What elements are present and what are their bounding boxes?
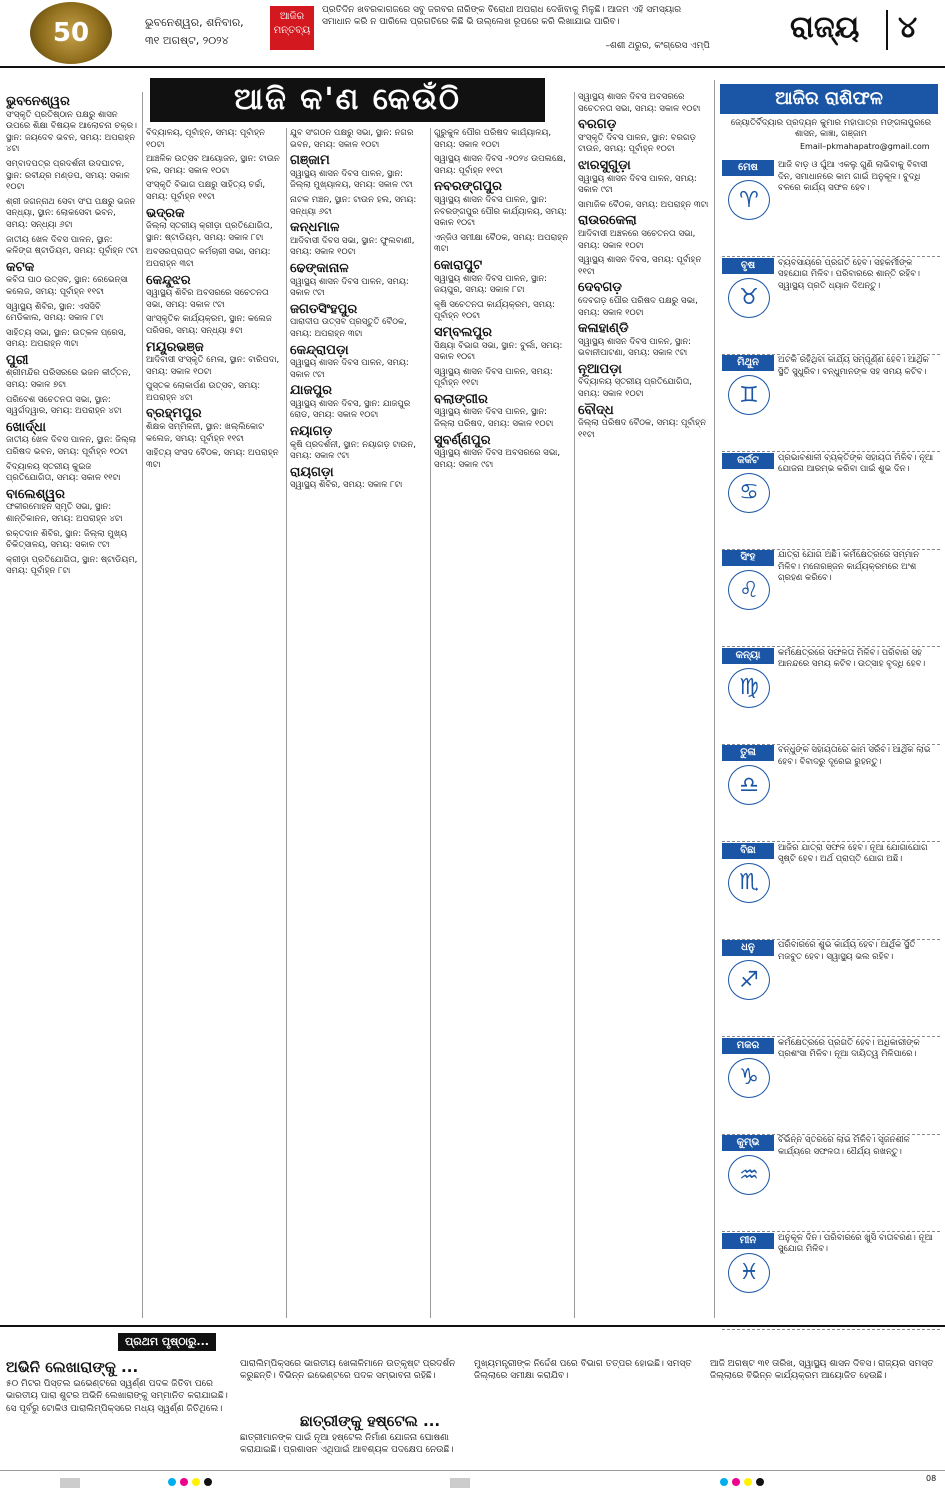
event-item: ସ୍ୱାସ୍ଥ୍ୟ ଶାସନ ଦିବସ ଅବସରରେ ସଚେତନତା ସଭା, ସମୟ: ସକାଳ ୧୦ଟା bbox=[578, 92, 701, 114]
zodiac-name: ବିଛା bbox=[722, 843, 774, 859]
event-item: ସ୍ୱାସ୍ଥ୍ୟ ଶାସନ ଦିବସ ପାଳନ, ସମୟ: ସକାଳ ୯ଟା bbox=[578, 173, 697, 196]
story-1-title: ଅଭିନି ଲେଖାରାଙ୍କୁ ... bbox=[6, 1358, 139, 1376]
district-heading: କୋରାପୁଟ bbox=[434, 257, 483, 273]
zodiac-name: ମେଷ bbox=[722, 160, 774, 176]
zodiac-symbol-icon: ♈ bbox=[728, 180, 770, 220]
district-heading: ବ୍ରହ୍ମପୁର bbox=[146, 406, 202, 422]
event-item: ସ୍ୱାସ୍ଥ୍ୟ ଶାସନ ଦିବସ ପାଳନ, ସ୍ଥାନ: ଜିଲ୍ଲା ମୁଖ୍ୟାଳୟ, ସମୟ: ସକାଳ ୯ଟା bbox=[290, 168, 413, 191]
event-item: ଜାତୀୟ ଖେଳ ଦିବସ ପାଳନ, ସ୍ଥାନ: ଜିଲ୍ଲା ପରିଷଦ ଭବନ, ସମୟ: ପୂର୍ବାହ୍ନ ୧୦ଟା bbox=[6, 435, 137, 458]
district-heading: ବାଲେଶ୍ୱର bbox=[6, 486, 65, 502]
date-line-2: ୩୧ ଅଗଷ୍ଟ, ୨୦୨୪ bbox=[145, 34, 229, 47]
registration-dot-cyan bbox=[720, 1478, 728, 1486]
column-divider bbox=[142, 92, 143, 1318]
zodiac-symbol-icon: ♐ bbox=[728, 960, 770, 1000]
events-column-1 bbox=[6, 92, 138, 1318]
quote-text: ପ୍ରତିଦିନ ଖବରକାଗଜରେ ସବୁ ଜରବର ନାରିଙ୍କ ବିରୋଧୀ ଅପରାଧ ଦେଖିବାକୁ ମିଳୁଛି। ଆଜମ ଏହି ସମସ୍ୟାର ସମାଧାନ କରି ନ ପାରିଲେ ପ୍ରଗତିରେ କିଛି ଭି ଉଲ୍ଲେଖ ରୂପରେ କରି ଲିଖାଯାଇ ପାରିବ। bbox=[322, 5, 682, 27]
district-heading: ଢେଙ୍କାନାଳ bbox=[290, 260, 349, 276]
event-item: ସଂସ୍କୃତି ପ୍ରତିଷ୍ଠାନ ପକ୍ଷରୁ ଶାସନ ଉପରେ ଶିକ୍ଷା ବିଷୟକ ଆଲୋଚନା ଚକ୍ର। ସ୍ଥାନ: ଜୟଦେବ ଭବନ, ସମୟ: ଅପରାହ୍ନ ୪ଟା bbox=[6, 109, 137, 155]
event-item: ରକ୍ତଦାନ ଶିବିର, ସ୍ଥାନ: ଜିଲ୍ଲା ମୁଖ୍ୟ ଚିକିତ୍ସାଳୟ, ସମୟ: ସକାଳ ୯ଟା bbox=[6, 528, 128, 551]
event-item: ସ୍ୱାସ୍ଥ୍ୟ ଶାସନ ଦିବସ ପାଳନ, ସ୍ଥାନ: ଭବାନୀପାଟଣା, ସମୟ: ସକାଳ ୯ଟା bbox=[578, 336, 692, 359]
horoscope-divider bbox=[722, 1329, 940, 1331]
registration-dot-yellow bbox=[192, 1478, 200, 1486]
event-item: ସମ୍ବାଦପତ୍ର ପ୍ରଦର୍ଶନୀ ଉଦଘାଟନ, ସ୍ଥାନ: ରବୀନ୍ଦ୍ର ମଣ୍ଡପ, ସମୟ: ସକାଳ ୧୦ଟା bbox=[6, 158, 130, 193]
event-item: ସ୍ୱାସ୍ଥ୍ୟ ଶାସନ ଦିବସ ପାଳନ, ସ୍ଥାନ: ଜିଲ୍ଲା ପରିଷଦ, ସମୟ: ସକାଳ ୧୦ଟା bbox=[434, 407, 554, 430]
event-item: ସାମାଜିକ ବୈଠକ, ସମୟ: ଅପରାହ୍ନ ୩ଟା bbox=[578, 199, 709, 210]
events-column-3 bbox=[290, 128, 426, 1318]
event-item: ଆଦିବାସୀ ଅଞ୍ଚଳରେ ସଚେତନତା ସଭା, ସମୟ: ସକାଳ ୧୦ଟା bbox=[578, 228, 696, 251]
event-item: ଜିଲ୍ଲା ସ୍ତରୀୟ କ୍ରୀଡ଼ା ପ୍ରତିଯୋଗିତା, ସ୍ଥାନ: ଷ୍ଟାଡିୟମ, ସମୟ: ସକାଳ ୮ଟା bbox=[146, 221, 273, 243]
zodiac-name: ମୀନ bbox=[722, 1233, 774, 1249]
district-heading: ଯାଜପୁର bbox=[290, 383, 333, 399]
horoscope-email: Email–pkmahapatro@gmail.com bbox=[800, 142, 930, 151]
event-item: ଆଦିବାସୀ ସଂସ୍କୃତି ମେଳା, ସ୍ଥାନ: ବାରିପଦା, ସମୟ: ସକାଳ ୧୦ଟା bbox=[146, 355, 280, 377]
event-item: କବିତା ପାଠ ଉତ୍ସବ, ସ୍ଥାନ: ରେଭେନ୍ସା କଲେଜ, ସମୟ: ପୂର୍ବାହ୍ନ ୧୧ଟା bbox=[6, 275, 128, 297]
event-item: ବିଦ୍ୟାଳୟ, ପୂର୍ବାହ୍ନ, ସମୟ: ପୂର୍ବାହ୍ନ ୧୦ଟା bbox=[146, 128, 265, 150]
event-item: ସ୍ୱାସ୍ଥ୍ୟ ଶାସନ ଦିବସ, ସ୍ଥାନ: ଯାଜପୁର ରୋଡ, ସମୟ: ସକାଳ ୧୦ଟା bbox=[290, 398, 411, 421]
column-divider bbox=[574, 92, 575, 1318]
zodiac-name: କର୍କଟ bbox=[722, 453, 774, 469]
section-divider bbox=[886, 10, 888, 50]
continued-from-front-tag: ପ୍ରଥମ ପୃଷ୍ଠାରୁ... bbox=[118, 1333, 216, 1351]
page-title-banner: ଆଜି କ'ଣ କେଉଁଠି bbox=[150, 78, 545, 122]
horoscope-text: ଆଜି ବାଡ଼ ଓ ଘୁଁଆ ଏକଲୁ ଗୁଣି ଲାଭିବାକୁ ବିବାସୀ ଦିନ, ସମାଧାନରେ କାମ ଗାଇଁ ଅନୁକୂଳ। ବୁଦ୍ଧି ବଳରେ କାର୍ଯ୍ୟ ସଫଳ ହେବ। bbox=[778, 160, 928, 193]
zodiac-name: କୁମ୍ଭ bbox=[722, 1135, 774, 1151]
district-heading: ରାଉରକେଲା bbox=[578, 213, 637, 229]
horoscope-entry bbox=[722, 160, 940, 256]
event-item: ସ୍ୱାସ୍ଥ୍ୟ ଶାସନ ଦିବସ -୨୦୨୪ ଉପଲକ୍ଷେ, ସମୟ: ପୂର୍ବାହ୍ନ ୧୧ଟା bbox=[434, 154, 566, 176]
event-item: ଶ୍ରୀମନ୍ଦିର ପରିସରରେ ଭଜନ କୀର୍ତ୍ତନ, ସମୟ: ସକାଳ ୭ଟା bbox=[6, 368, 131, 391]
horoscope-entry bbox=[722, 550, 940, 646]
horoscope-entry bbox=[722, 1038, 940, 1134]
event-item: ଦେବଗଡ଼ ପୌର ପରିଷଦ ପକ୍ଷରୁ ସଭା, ସମୟ: ସକାଳ ୧୦ଟା bbox=[578, 295, 698, 318]
zodiac-symbol-icon: ♑ bbox=[728, 1058, 770, 1098]
zodiac-name: ମକର bbox=[722, 1038, 774, 1054]
registration-dot-magenta bbox=[732, 1478, 740, 1486]
event-item: ଗୁରୁକୁଳ ପୌର ପରିଷଦ କାର୍ଯ୍ୟାଳୟ, ସମୟ: ସକାଳ ୧୦ଟା bbox=[434, 128, 552, 150]
district-heading: ନୟାଗଡ଼ bbox=[290, 424, 333, 440]
event-item: କୃଷି ସଚେତନତା କାର୍ଯ୍ୟକ୍ରମ, ସମୟ: ପୂର୍ବାହ୍ନ ୧୦ଟା bbox=[434, 299, 555, 322]
page-number: ୪ bbox=[898, 10, 918, 45]
event-item: ସ୍ୱାସ୍ଥ୍ୟ ଶାସନ ଦିବସ ପାଳନ, ସ୍ଥାନ: ଜୟପୁର, ସମୟ: ସକାଳ ୮ଟା bbox=[434, 273, 548, 296]
horoscope-text: ଅଟକି ରହିଥିବା କାର୍ଯ୍ୟ ସମ୍ପୂର୍ଣ୍ଣ ହେବ। ଆର୍ଥିକ ସ୍ଥିତି ସୁଧୁରିବ। ବନ୍ଧୁମାନଙ୍କ ସହ ସମୟ କଟିବ। bbox=[778, 355, 929, 377]
event-item: ସ୍ୱାସ୍ଥ୍ୟ ଶାସନ ଦିବସ ପାଳନ, ସମୟ: ସକାଳ ୯ଟା bbox=[290, 358, 409, 380]
event-item: କୃଷି ପ୍ରଦର୍ଶନୀ, ସ୍ଥାନ: ନୟାଗଡ଼ ଟାଉନ, ସମୟ: ସକାଳ ୯ଟା bbox=[290, 439, 416, 462]
event-item: ଯୁବ ସଂଗଠନ ପକ୍ଷରୁ ସଭା, ସ୍ଥାନ: ନଗର ଭବନ, ସମୟ: ସକାଳ ୧୦ଟା bbox=[290, 128, 414, 150]
registration-dot-black bbox=[204, 1478, 212, 1486]
horoscope-text: ବ୍ୟବସାୟରେ ପ୍ରଗତି ହେବ। ସହକର୍ମୀଙ୍କ ସହଯୋଗ ମିଳିବ। ପରିବାରରେ ଶାନ୍ତି ରହିବ। ସ୍ୱାସ୍ଥ୍ୟ ପ୍ରତି ଧ୍ୟାନ ଦିଅନ୍ତୁ। bbox=[778, 257, 920, 291]
zodiac-symbol-icon: ♒ bbox=[728, 1155, 770, 1195]
event-item: ସାଂସ୍କୃତିକ କାର୍ଯ୍ୟକ୍ରମ, ସ୍ଥାନ: କଲେଜ ପରିସର, ସମୟ: ସନ୍ଧ୍ୟା ୫ଟା bbox=[146, 314, 272, 336]
district-heading: କନ୍ଧମାଳ bbox=[290, 220, 340, 236]
registration-dot-yellow bbox=[744, 1478, 752, 1486]
horoscope-title: ଆଜିର ରାଶିଫଳ bbox=[720, 84, 938, 114]
footer-rule bbox=[0, 1470, 945, 1471]
event-item: କ୍ରୀଡ଼ା ପ୍ରତିଯୋଗିତା, ସ୍ଥାନ: ଷ୍ଟାଡିୟମ, ସମୟ: ପୂର୍ବାହ୍ନ ୮ଟା bbox=[6, 554, 138, 577]
column-divider bbox=[430, 128, 431, 1318]
event-item: ଶିକ୍ଷକ ସମ୍ମିଳନୀ, ସ୍ଥାନ: ଖଲ୍ଲିକୋଟ କଲେଜ, ସମୟ: ପୂର୍ବାହ୍ନ ୧୧ଟା bbox=[146, 422, 264, 444]
event-item: ଆଦିବାସୀ ଦିବସ ସଭା, ସ୍ଥାନ: ଫୁଲବାଣୀ, ସମୟ: ସକାଳ ୧୦ଟା bbox=[290, 235, 415, 258]
todays-quote-badge: ଆଜିର ମନ୍ତବ୍ୟ bbox=[270, 6, 314, 50]
zodiac-symbol-icon: ♍ bbox=[728, 668, 770, 708]
horoscope-entry bbox=[722, 1135, 940, 1231]
registration-dot-black bbox=[756, 1478, 764, 1486]
story-5-text: ଆଜି ଅଗଷ୍ଟ ୩୧ ତାରିଖ, ସ୍ୱାସ୍ଥ୍ୟ ଶାସନ ଦିବସ। ରାଜ୍ୟର ସମସ୍ତ ଜିଲ୍ଲାରେ ବିଭିନ୍ନ କାର୍ଯ୍ୟକ୍ରମ ଆୟୋଜିତ ହେଉଛି। bbox=[710, 1359, 934, 1382]
page-section-title: ରାଜ୍ୟ bbox=[790, 10, 860, 45]
district-heading: ନୂଆପଡ଼ା bbox=[578, 361, 622, 377]
event-item: ସ୍ୱାସ୍ଥ୍ୟ ଶିବିର, ସ୍ଥାନ: ଏସସିବି ମେଡିକାଲ, ସମୟ: ସକାଳ ୮ଟା bbox=[6, 301, 104, 324]
event-item: ପାରାଦୀପ ଉତ୍ସବ ପ୍ରସ୍ତୁତି ବୈଠକ, ସମୟ: ଅପରାହ୍ନ ୩ଟା bbox=[290, 317, 407, 339]
story-2-text: ପାରାଲିମ୍ପିକ୍ସରେ ଭାରତୀୟ ଖେଳାଳିମାନେ ଉତ୍କୃଷ୍ଟ ପ୍ରଦର୍ଶନ କରୁଛନ୍ତି। ବିଭିନ୍ନ ଇଭେଣ୍ଟରେ ପଦକ ସମ୍ଭାବନା ରହିଛି। bbox=[240, 1359, 456, 1382]
district-heading: ଝାରସୁଗୁଡ଼ା bbox=[578, 157, 631, 173]
event-item: ଜାତୀୟ ଖେଳ ଦିବସ ପାଳନ, ସ୍ଥାନ: କଳିଙ୍ଗ ଷ୍ଟାଡିୟମ, ସମୟ: ପୂର୍ବାହ୍ନ ୯ଟା bbox=[6, 234, 138, 257]
district-heading: ପୁରୀ bbox=[6, 352, 29, 368]
horoscope-entry bbox=[722, 1233, 940, 1329]
district-heading: ଖୋର୍ଦ୍ଧା bbox=[6, 419, 46, 435]
story-3-title: ଛାତ୍ରୀଙ୍କୁ ହଷ୍ଟେଲ ... bbox=[300, 1412, 441, 1430]
district-heading: ଭଦ୍ରକ bbox=[146, 205, 185, 221]
header-date bbox=[145, 14, 244, 50]
event-item: ସ୍ୱାସ୍ଥ୍ୟ ଶାସନ ଦିବସ ପାଳନ, ସ୍ଥାନ: ନବରଙ୍ଗପୁର ପୌର କାର୍ଯ୍ୟାଳୟ, ସମୟ: ସକାଳ ୧୦ଟା bbox=[434, 194, 568, 229]
district-heading: ବୌଦ୍ଧ bbox=[578, 402, 614, 418]
event-item: ବିଦ୍ୟାଳୟ ସ୍ତରୀୟ ପ୍ରତିଯୋଗିତା, ସମୟ: ସକାଳ ୧୦ଟା bbox=[578, 377, 692, 400]
horoscope-text: ଆଜିର ଯାତ୍ରା ସଫଳ ହେବ। ନୂଆ ଯୋଗାଯୋଗ ସୃଷ୍ଟି ହେବ। ଅର୍ଥ ପ୍ରାପ୍ତି ଯୋଗ ଅଛି। bbox=[778, 842, 928, 864]
district-heading: ଭୁବନେଶ୍ୱର bbox=[6, 94, 70, 109]
column-divider bbox=[286, 128, 287, 1318]
zodiac-name: ମିଥୁନ bbox=[722, 355, 774, 371]
horoscope-text: ପରିବାରରେ ଶୁଭ କାର୍ଯ୍ୟ ହେବ। ଆର୍ଥିକ ସ୍ଥିତି ମଜବୁତ ହେବ। ସ୍ୱାସ୍ଥ୍ୟ ଭଲ ରହିବ। bbox=[778, 940, 916, 962]
zodiac-symbol-icon: ♌ bbox=[728, 570, 770, 610]
event-item: ବିଦ୍ୟାଳୟ ସ୍ତରୀୟ କୁଇଜ ପ୍ରତିଯୋଗିତା, ସମୟ: ସକାଳ ୧୧ଟା bbox=[6, 461, 121, 484]
event-item: ପରିବେଶ ସଚେତନତା ସଭା, ସ୍ଥାନ: ସ୍ୱର୍ଗଦ୍ୱାର, ସମୟ: ଅପରାହ୍ନ ୪ଟା bbox=[6, 394, 122, 417]
column-divider bbox=[714, 80, 715, 1318]
event-item: ଜିଲ୍ଲା ପରିଷଦ ବୈଠକ, ସମୟ: ପୂର୍ବାହ୍ନ ୧୧ଟା bbox=[578, 418, 706, 440]
district-heading: କଟକ bbox=[6, 259, 35, 275]
district-heading: ସୁବର୍ଣ୍ଣପୁର bbox=[434, 432, 491, 448]
district-heading: ବରଗଡ଼ bbox=[578, 117, 617, 133]
bottom-section-rule bbox=[0, 1325, 945, 1327]
events-column-5 bbox=[578, 92, 710, 1318]
event-item: ଶ୍ରୀ ଜଗନ୍ନାଥ ସେବା ସଂଘ ପକ୍ଷରୁ ଭଜନ ସନ୍ଧ୍ୟା, ସ୍ଥାନ: ଲୋକସେବା ଭବନ, ସମୟ: ସନ୍ଧ୍ୟା ୬ଟା bbox=[6, 196, 136, 230]
zodiac-symbol-icon: ♉ bbox=[728, 278, 770, 318]
horoscope-entry bbox=[722, 940, 940, 1036]
horoscope-entry bbox=[722, 258, 940, 354]
print-mark bbox=[60, 1478, 80, 1488]
event-item: ଏନ୍‌ଜିଓ ସମୀକ୍ଷା ବୈଠକ, ସମୟ: ଅପରାହ୍ନ ୩ଟା bbox=[434, 232, 569, 255]
story-3-text: ଛାତ୍ରୀମାନଙ୍କ ପାଇଁ ନୂଆ ହଷ୍ଟେଲ ନିର୍ମାଣ ଯୋଜନା ଘୋଷଣା କରାଯାଇଛି। ପ୍ରଶାସନ ଏଥିପାଇଁ ଆବଶ୍ୟକ ପଦକ୍ଷେପ ନେଉଛି। bbox=[240, 1433, 454, 1456]
event-item: ସ୍ୱାସ୍ଥ୍ୟ ଶାସନ ଦିବସ ପାଳନ, ସମୟ: ପୂର୍ବାହ୍ନ ୧୧ଟା bbox=[434, 366, 553, 389]
district-heading: ରାୟଗଡ଼ା bbox=[290, 464, 334, 480]
event-item: ପୁସ୍ତକ ଲୋକାର୍ପଣ ଉତ୍ସବ, ସମୟ: ଅପରାହ୍ନ ୪ଟା bbox=[146, 381, 261, 403]
horoscope-entry bbox=[722, 745, 940, 841]
zodiac-symbol-icon: ♓ bbox=[728, 1253, 770, 1293]
event-item: ନାଟକ ମଞ୍ଚନ, ସ୍ଥାନ: ଟାଉନ ହଲ, ସମୟ: ସନ୍ଧ୍ୟା ୬ଟା bbox=[290, 194, 417, 217]
registration-dot-cyan bbox=[168, 1478, 176, 1486]
newspaper-logo: 50 bbox=[30, 2, 112, 64]
event-item: ସ୍ୱାସ୍ଥ୍ୟ ଶିବିର ଅବସରରେ ସଚେତନତା ସଭା, ସମୟ: ସକାଳ ୯ଟା bbox=[146, 288, 269, 310]
horoscope-text: ପ୍ରଭାବଶାଳୀ ବ୍ୟକ୍ତିଙ୍କ ସହାୟତା ମିଳିବ। ନୂଆ ଯୋଜନା ଆରମ୍ଭ କରିବା ପାଇଁ ଶୁଭ ଦିନ। bbox=[778, 452, 934, 474]
district-heading: ବଲାଙ୍ଗୀର bbox=[434, 391, 488, 407]
district-heading: ଗଞ୍ଜାମ bbox=[290, 153, 330, 169]
event-item: ସାହିତ୍ୟ ସଂସଦ ବୈଠକ, ସମୟ: ଅପରାହ୍ନ ୩ଟା bbox=[146, 448, 279, 470]
zodiac-symbol-icon: ♋ bbox=[728, 473, 770, 513]
event-item: ଫକୀରମୋହନ ସ୍ମୃତି ସଭା, ସ୍ଥାନ: ଶାନ୍ତିକାନନ, ସମୟ: ଅପରାହ୍ନ ୪ଟା bbox=[6, 502, 123, 524]
horoscope-text: କର୍ମକ୍ଷେତ୍ରରେ ସଫଳତା ମିଳିବ। ପରିବାର ସହ ଆନନ୍ଦରେ ସମୟ କଟିବ। ଉତ୍ସାହ ବୃଦ୍ଧି ହେବ। bbox=[778, 647, 926, 669]
story-1-text: ୫୦ ମିଟର ପିସ୍ତଲ ଇଭେଣ୍ଟରେ ସ୍ୱର୍ଣ୍ଣ ପଦକ ଜିତିବା ପରେ ଭାରତୀୟ ପାରା ଶୁଟର ଅଭିନି ଲେଖାରାଙ୍କୁ ସମ୍ମାନିତ କରାଯାଇଛି। ସେ ପୂର୍ବରୁ ଟୋକିଓ ପାରାଲିମ୍ପିକ୍ସରେ ମଧ୍ୟ ସ୍ୱର୍ଣ୍ଣ ଜିତିଥିଲେ। bbox=[6, 1379, 228, 1414]
event-item: ସ୍ୱାସ୍ଥ୍ୟ ଶାସନ ଦିବସ ପାଳନ, ସମୟ: ସକାଳ ୯ଟା bbox=[290, 276, 409, 299]
horoscope-entry bbox=[722, 453, 940, 549]
district-heading: କେନ୍ଦ୍ରାପଡ଼ା bbox=[290, 342, 349, 358]
horoscope-text: ବନ୍ଧୁଙ୍କ ସହାୟତାରେ କାମ ସରିବ। ଆର୍ଥିକ ଲାଭ ହେବ। ବିବାଦରୁ ଦୂରେଇ ରୁହନ୍ତୁ। bbox=[778, 745, 931, 767]
event-item: ସ୍ୱାସ୍ଥ୍ୟ ଶାସନ ଦିବସ, ସମୟ: ପୂର୍ବାହ୍ନ ୧୧ଟା bbox=[578, 255, 702, 277]
event-item: ସ୍ୱାସ୍ଥ୍ୟ ଶିବିର, ସମୟ: ସକାଳ ୮ଟା bbox=[290, 480, 403, 491]
events-column-2 bbox=[146, 128, 282, 1318]
zodiac-name: ବୃଷ bbox=[722, 258, 774, 274]
zodiac-name: ଧନୁ bbox=[722, 940, 774, 956]
event-item: ସ୍ୱାସ୍ଥ୍ୟ ଶାସନ ଦିବସ ଅବସରରେ ସଭା, ସମୟ: ସକାଳ ୯ଟା bbox=[434, 448, 561, 470]
horoscope-entry bbox=[722, 648, 940, 744]
event-item: ସିକ୍ଷ୍ୟା ବିଭାଗ ସଭା, ସ୍ଥାନ: ବୁର୍ଲା, ସମୟ: ସକାଳ ୧୦ଟା bbox=[434, 340, 563, 363]
page-code: 08 bbox=[926, 1474, 937, 1483]
zodiac-name: କନ୍ୟା bbox=[722, 648, 774, 664]
horoscope-text: ଯାତ୍ରା ଯୋଗ ଅଛି। କର୍ମକ୍ଷେତ୍ରରେ ସମ୍ମାନ ମିଳିବ। ମନୋରଞ୍ଜନ କାର୍ଯ୍ୟକ୍ରମରେ ଅଂଶ ଗ୍ରହଣ କରିବେ। bbox=[778, 550, 919, 583]
district-heading: କେନ୍ଦୁଝର bbox=[146, 272, 191, 288]
event-item: ଆଞ୍ଚଳିକ ଉତ୍ସବ ଆୟୋଜନ, ସ୍ଥାନ: ଟାଉନ ହଲ, ସମୟ: ସକାଳ ୧୦ଟା bbox=[146, 154, 280, 176]
horoscope-text: କର୍ମକ୍ଷେତ୍ରରେ ପ୍ରଗତି ହେବ। ଅଧିକାରୀଙ୍କ ପ୍ରଶଂସା ମିଳିବ। ନୂଆ ଦାୟିତ୍ୱ ମିଳିପାରେ। bbox=[778, 1037, 920, 1059]
zodiac-symbol-icon: ♎ bbox=[728, 765, 770, 805]
event-item: ସଂସ୍କୃତି ବିଭାଗ ପକ୍ଷରୁ ସାହିତ୍ୟ ଚର୍ଚ୍ଚା, ସମୟ: ପୂର୍ବାହ୍ନ ୧୧ଟା bbox=[146, 180, 266, 202]
district-heading: ମୟୂରଭଞ୍ଜ bbox=[146, 339, 204, 355]
story-4-text: ମୁଖ୍ୟମନ୍ତ୍ରୀଙ୍କ ନିର୍ଦ୍ଦେଶ ପରେ ବିଭାଗ ତତ୍ପର ହୋଇଛି। ସମସ୍ତ ଜିଲ୍ଲାରେ ସମୀକ୍ଷା କରାଯିବ। bbox=[474, 1359, 692, 1382]
zodiac-symbol-icon: ♏ bbox=[728, 863, 770, 903]
horoscope-entry bbox=[722, 843, 940, 939]
print-mark bbox=[450, 1478, 470, 1488]
event-item: ସାହିତ୍ୟ ସଭା, ସ୍ଥାନ: ଉତ୍କଳ ପ୍ରେସ, ସମୟ: ଅପରାହ୍ନ ୩ଟା bbox=[6, 327, 127, 350]
horoscope-text: ବିଭିନ୍ନ ସ୍ତରରେ ଲାଭ ମିଳିବ। ସୃଜନଶୀଳ କାର୍ଯ୍ୟରେ ସଫଳତା। ଧୈର୍ଯ୍ୟ ରଖନ୍ତୁ। bbox=[778, 1135, 910, 1157]
event-item: ସଂସ୍କୃତି ଦିବସ ପାଳନ, ସ୍ଥାନ: ବରଗଡ଼ ଟାଉନ, ସମୟ: ପୂର୍ବାହ୍ନ ୧୦ଟା bbox=[578, 132, 696, 155]
zodiac-name: ତୁଳା bbox=[722, 745, 774, 761]
zodiac-name: ସିଂହ bbox=[722, 550, 774, 566]
district-heading: ନବରଙ୍ଗପୁର bbox=[434, 179, 503, 195]
district-heading: ସମ୍ବଲପୁର bbox=[434, 324, 492, 340]
horoscope-text: ଅନୁକୂଳ ଦିନ। ପରିବାରରେ ଖୁସି ବାତାବରଣ। ନୂଆ ସୁଯୋଗ ମିଳିବ। bbox=[778, 1232, 933, 1254]
district-heading: ଦେବଗଡ଼ bbox=[578, 280, 622, 296]
registration-dot-magenta bbox=[180, 1478, 188, 1486]
quote-author: –ଶଶୀ ଥରୁର, କଂଗ୍ରେସ ଏମ୍‌ପି bbox=[605, 41, 710, 51]
horoscope-byline: ଜ୍ୟୋତିର୍ବିଦ୍ୟାର ପ୍ରଦ୍ୟନ କୁମାର ମହାପାତ୍ର ମଙ୍ଗଳାପୁରରେ ଶାସନ, କାଜ୍ଞା, ଗଞ୍ଜାମ bbox=[730, 118, 932, 139]
district-heading: କଳାହାଣ୍ଡି bbox=[578, 321, 629, 337]
header-rule bbox=[0, 66, 945, 68]
date-line-1: ଭୁବନେଶ୍ୱର, ଶନିବାର, bbox=[145, 16, 244, 29]
events-column-4 bbox=[434, 128, 570, 1318]
zodiac-symbol-icon: ♊ bbox=[728, 375, 770, 415]
district-heading: ଜଗତସିଂହପୁର bbox=[290, 301, 358, 317]
horoscope-entry bbox=[722, 355, 940, 451]
event-item: ଅବସରପ୍ରାପ୍ତ କର୍ମଚାରୀ ସଭା, ସମୟ: ଅପରାହ୍ନ ୩ଟା bbox=[146, 247, 271, 269]
